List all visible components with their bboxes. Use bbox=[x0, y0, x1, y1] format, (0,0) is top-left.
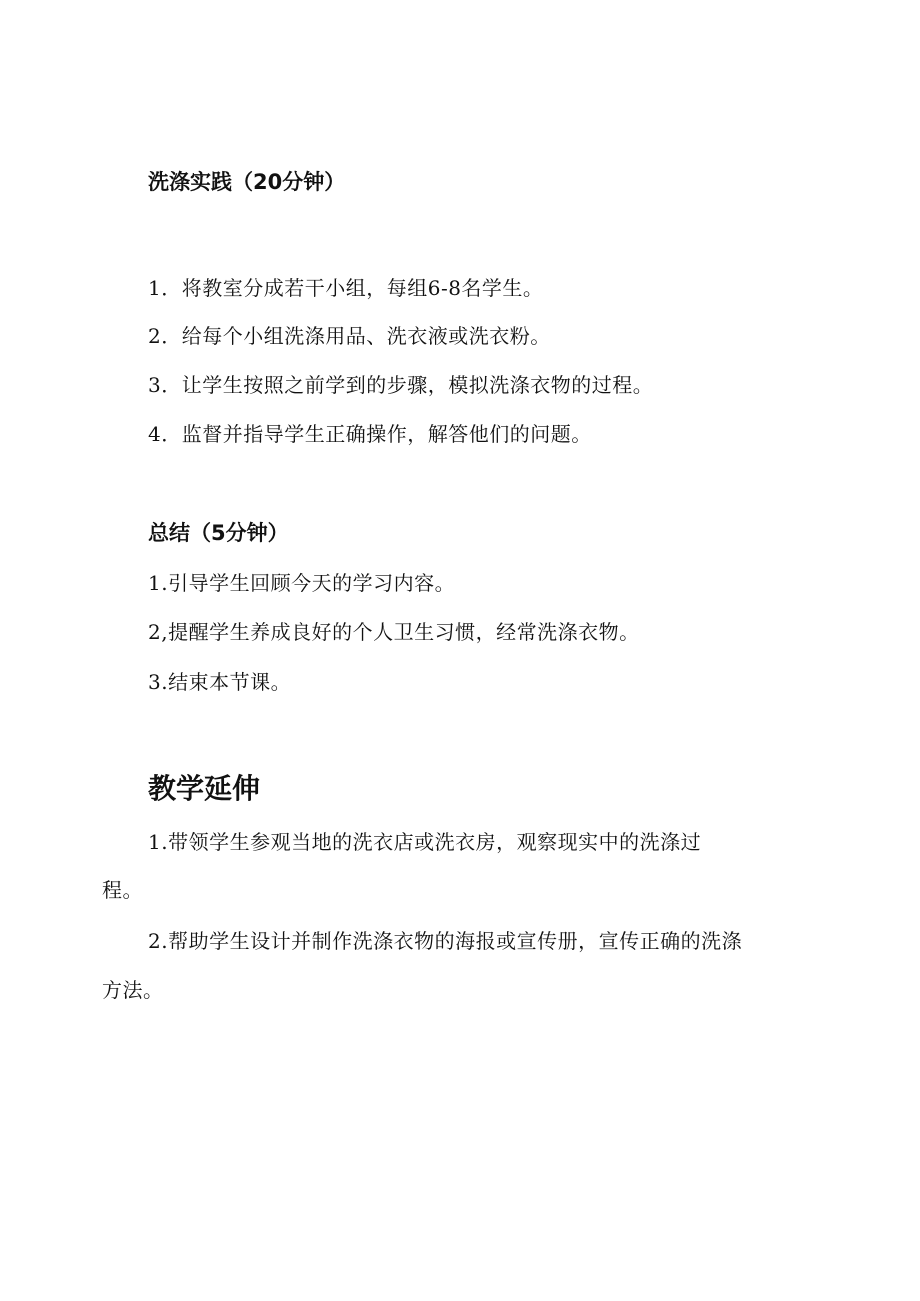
practice-item-1: 1．将教室分成若干小组，每组6-8名学生。 bbox=[148, 276, 544, 300]
practice-item-4: 4．监督并指导学生正确操作，解答他们的问题。 bbox=[148, 422, 592, 446]
summary-item-3: 3.结束本节课。 bbox=[148, 670, 292, 694]
practice-item-2: 2．给每个小组洗涤用品、洗衣液或洗衣粉。 bbox=[148, 324, 551, 348]
summary-item-1: 1.引导学生回顾今天的学习内容。 bbox=[148, 571, 456, 595]
practice-heading: 洗涤实践（20分钟） bbox=[148, 170, 346, 194]
extension-paragraph-1-line-2: 程。 bbox=[102, 878, 143, 902]
extension-paragraph-2-line-2: 方法。 bbox=[102, 978, 164, 1002]
summary-heading: 总结（5分钟） bbox=[148, 521, 289, 545]
extension-paragraph-2-line-1: 2.帮助学生设计并制作洗涤衣物的海报或宣传册，宣传正确的洗涤 bbox=[148, 929, 743, 953]
practice-item-3: 3．让学生按照之前学到的步骤，模拟洗涤衣物的过程。 bbox=[148, 373, 654, 397]
summary-item-2: 2,提醒学生养成良好的个人卫生习惯，经常洗涤衣物。 bbox=[148, 620, 640, 644]
extension-paragraph-1-line-1: 1.带领学生参观当地的洗衣店或洗衣房，观察现实中的洗涤过 bbox=[148, 830, 702, 854]
extension-heading: 教学延伸 bbox=[148, 772, 261, 805]
